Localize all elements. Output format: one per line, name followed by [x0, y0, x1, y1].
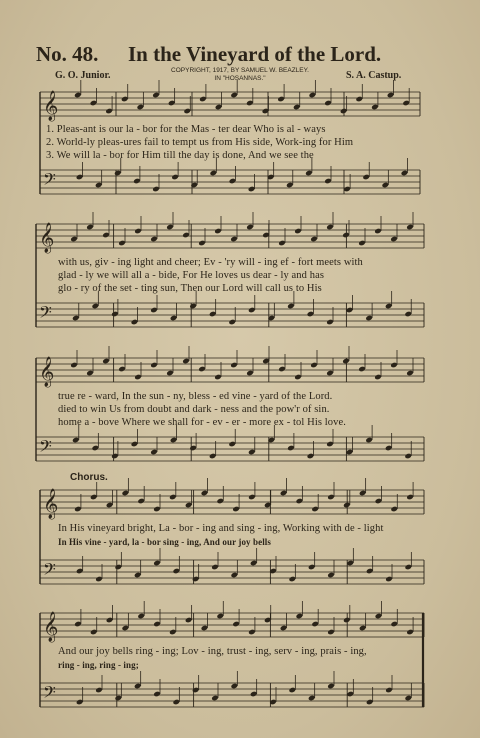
- arranger-name: S. A. Castup.: [346, 70, 402, 81]
- hymn-title: In the Vineyard of the Lord.: [128, 42, 382, 66]
- chorus-label: Chorus.: [70, 472, 108, 483]
- composer-name: G. O. Junior.: [55, 70, 111, 81]
- verse1-line1: 1. Pleas-ant is our la - bor for the Mas - ter dear Who is al - ways: [46, 124, 326, 135]
- treble-clef-icon: 𝄞: [39, 357, 55, 387]
- bass-clef-icon: 𝄢: [43, 559, 56, 583]
- bass-clef-icon: 𝄢: [43, 682, 56, 706]
- treble-clef-icon: 𝄞: [43, 489, 59, 519]
- treble-clef-icon: 𝄞: [39, 223, 55, 253]
- treble-clef-icon: 𝄞: [43, 91, 59, 121]
- treble-clef-icon: 𝄞: [43, 612, 59, 642]
- verse3-line1: 3. We will la - bor for Him till the day is done, And we see the: [46, 150, 314, 161]
- verse2-line3: died to win Us from doubt and dark - ness and the pow'r of sin.: [58, 404, 330, 415]
- chorus-line1-melody: In His vineyard bright, La - bor - ing and sing - ing, Working with de - light: [58, 523, 384, 534]
- verse1-line2: with us, giv - ing light and cheer; Ev - 'ry will - ing ef - fort meets with: [58, 257, 363, 268]
- chorus-line2-melody: And our joy bells ring - ing; Lov - ing, trust - ing, serv - ing, prais - ing,: [58, 646, 367, 657]
- bass-clef-icon: 𝄢: [39, 302, 52, 326]
- copyright-line: COPYRIGHT, 1917, BY SAMUEL W. BEAZLEY.: [171, 67, 309, 74]
- chorus-line2-echo: ring - ing, ring - ing;: [58, 660, 139, 670]
- verse2-line2: glad - ly we will all a - bide, For He loves us dear - ly and has: [58, 270, 325, 281]
- verse1-line3: true re - ward, In the sun - ny, bless - ed vine - yard of the Lord.: [58, 391, 333, 402]
- copyright-source: IN "HOSANNAS.": [214, 75, 266, 82]
- chorus-line1-echo: In His vine - yard, la - bor sing - ing, And our joy bells: [58, 537, 272, 547]
- verse3-line2: glo - ry of the set - ting sun, Then our Lord will call us to His: [58, 283, 322, 294]
- bass-clef-icon: 𝄢: [43, 169, 56, 193]
- verse3-line3: home a - bove Where we shall for - ev - er - more ex - tol His love.: [58, 417, 346, 428]
- verse2-line1: 2. World-ly pleas-ures fail to tempt us from His side, Work-ing for Him: [46, 137, 354, 148]
- bass-clef-icon: 𝄢: [39, 436, 52, 460]
- hymn-number: No. 48.: [36, 42, 99, 66]
